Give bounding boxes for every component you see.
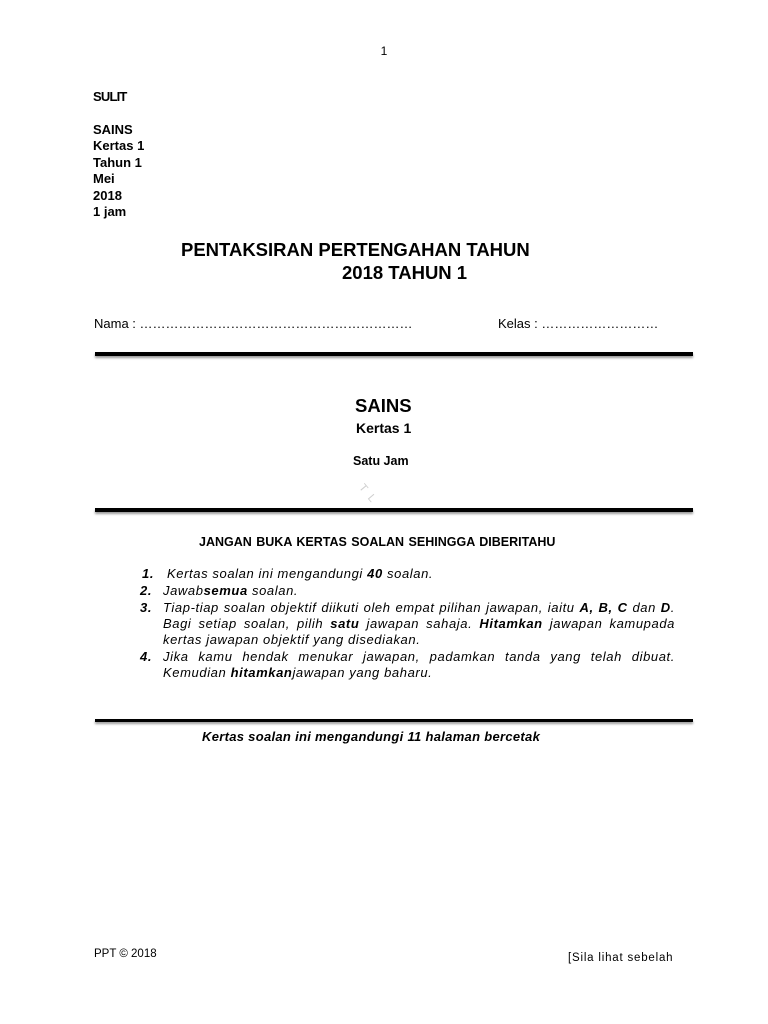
instruction-run: soalan. [382,566,434,581]
instruction-emphasis: hitamkan [230,665,293,680]
instructions-list [140,566,675,682]
instruction-run: jawapan kamupada kertas jawapan objektif yang disediakan. [163,616,676,647]
instruction-emphasis: A, B, C [579,600,628,615]
instruction-text [163,649,675,681]
warning-text: JANGAN BUKA KERTAS SOALAN SEHINGGA DIBERITAHU [199,535,556,549]
exam-title-line1: PENTAKSIRAN PERTENGAHAN TAHUN [181,239,530,260]
instruction-item [140,649,675,681]
divider-top [95,352,693,356]
class-field: Kelas : ……………………… [498,316,659,331]
paper-header [93,89,144,221]
instruction-run: . Bagi setiap soalan, pilih [163,600,676,631]
header-calendar-year: 2018 [93,187,122,203]
next-page-note: [Sila lihat sebelah [568,952,674,964]
header-duration: 1 jam [93,204,127,219]
instruction-run: Jawab [163,583,204,598]
instruction-run: jawapan yang baharu. [292,665,433,680]
instruction-text [165,566,675,582]
header-month: Mei [93,171,115,186]
instruction-number: 3. [140,600,153,615]
instruction-emphasis: Hitamkan [479,616,543,631]
instruction-item [140,600,675,648]
instruction-number: 1. [142,566,155,581]
subject-title: SAINS [355,395,412,416]
page-count-note: Kertas soalan ini mengandungi 11 halaman bercetak [202,729,541,744]
instruction-number: 4. [140,649,153,664]
faint-watermark: T L [356,481,380,507]
header-paper: Kertas 1 [93,138,145,153]
instruction-run: jawapan sahaja. [359,616,480,631]
instruction-run: Kertas soalan ini mengandungi [167,566,368,581]
duration-label: Satu Jam [353,454,409,468]
instruction-emphasis: semua [203,583,248,598]
divider-middle [95,508,693,512]
instruction-run: dan [627,600,661,615]
instruction-emphasis: 40 [367,566,383,581]
instruction-text [163,583,675,599]
instruction-run: Tiap-tiap soalan objektif diikuti oleh empat pilihan jawapan, iaitu [163,600,580,615]
page-number: 1 [380,44,388,58]
instruction-item [140,566,675,582]
instruction-number: 2. [140,583,153,598]
copyright-text: PPT © 2018 [94,948,157,960]
header-subject: SAINS [93,121,133,137]
divider-bottom [95,719,693,722]
classification-label: SULIT [93,89,127,104]
instruction-item [140,583,675,599]
instruction-text [163,600,675,648]
name-field: Nama : ……………………………………………………… [94,316,413,331]
instruction-emphasis: D [660,600,671,615]
instruction-run: Jika kamu hendak menukar jawapan, padamkan tanda yang telah dibuat. Kemudian [163,649,675,680]
paper-label: Kertas 1 [356,420,412,436]
instruction-run: soalan. [247,583,299,598]
exam-title-line2: 2018 TAHUN 1 [342,262,468,283]
instruction-emphasis: satu [330,616,360,631]
header-year: Tahun 1 [93,154,142,170]
